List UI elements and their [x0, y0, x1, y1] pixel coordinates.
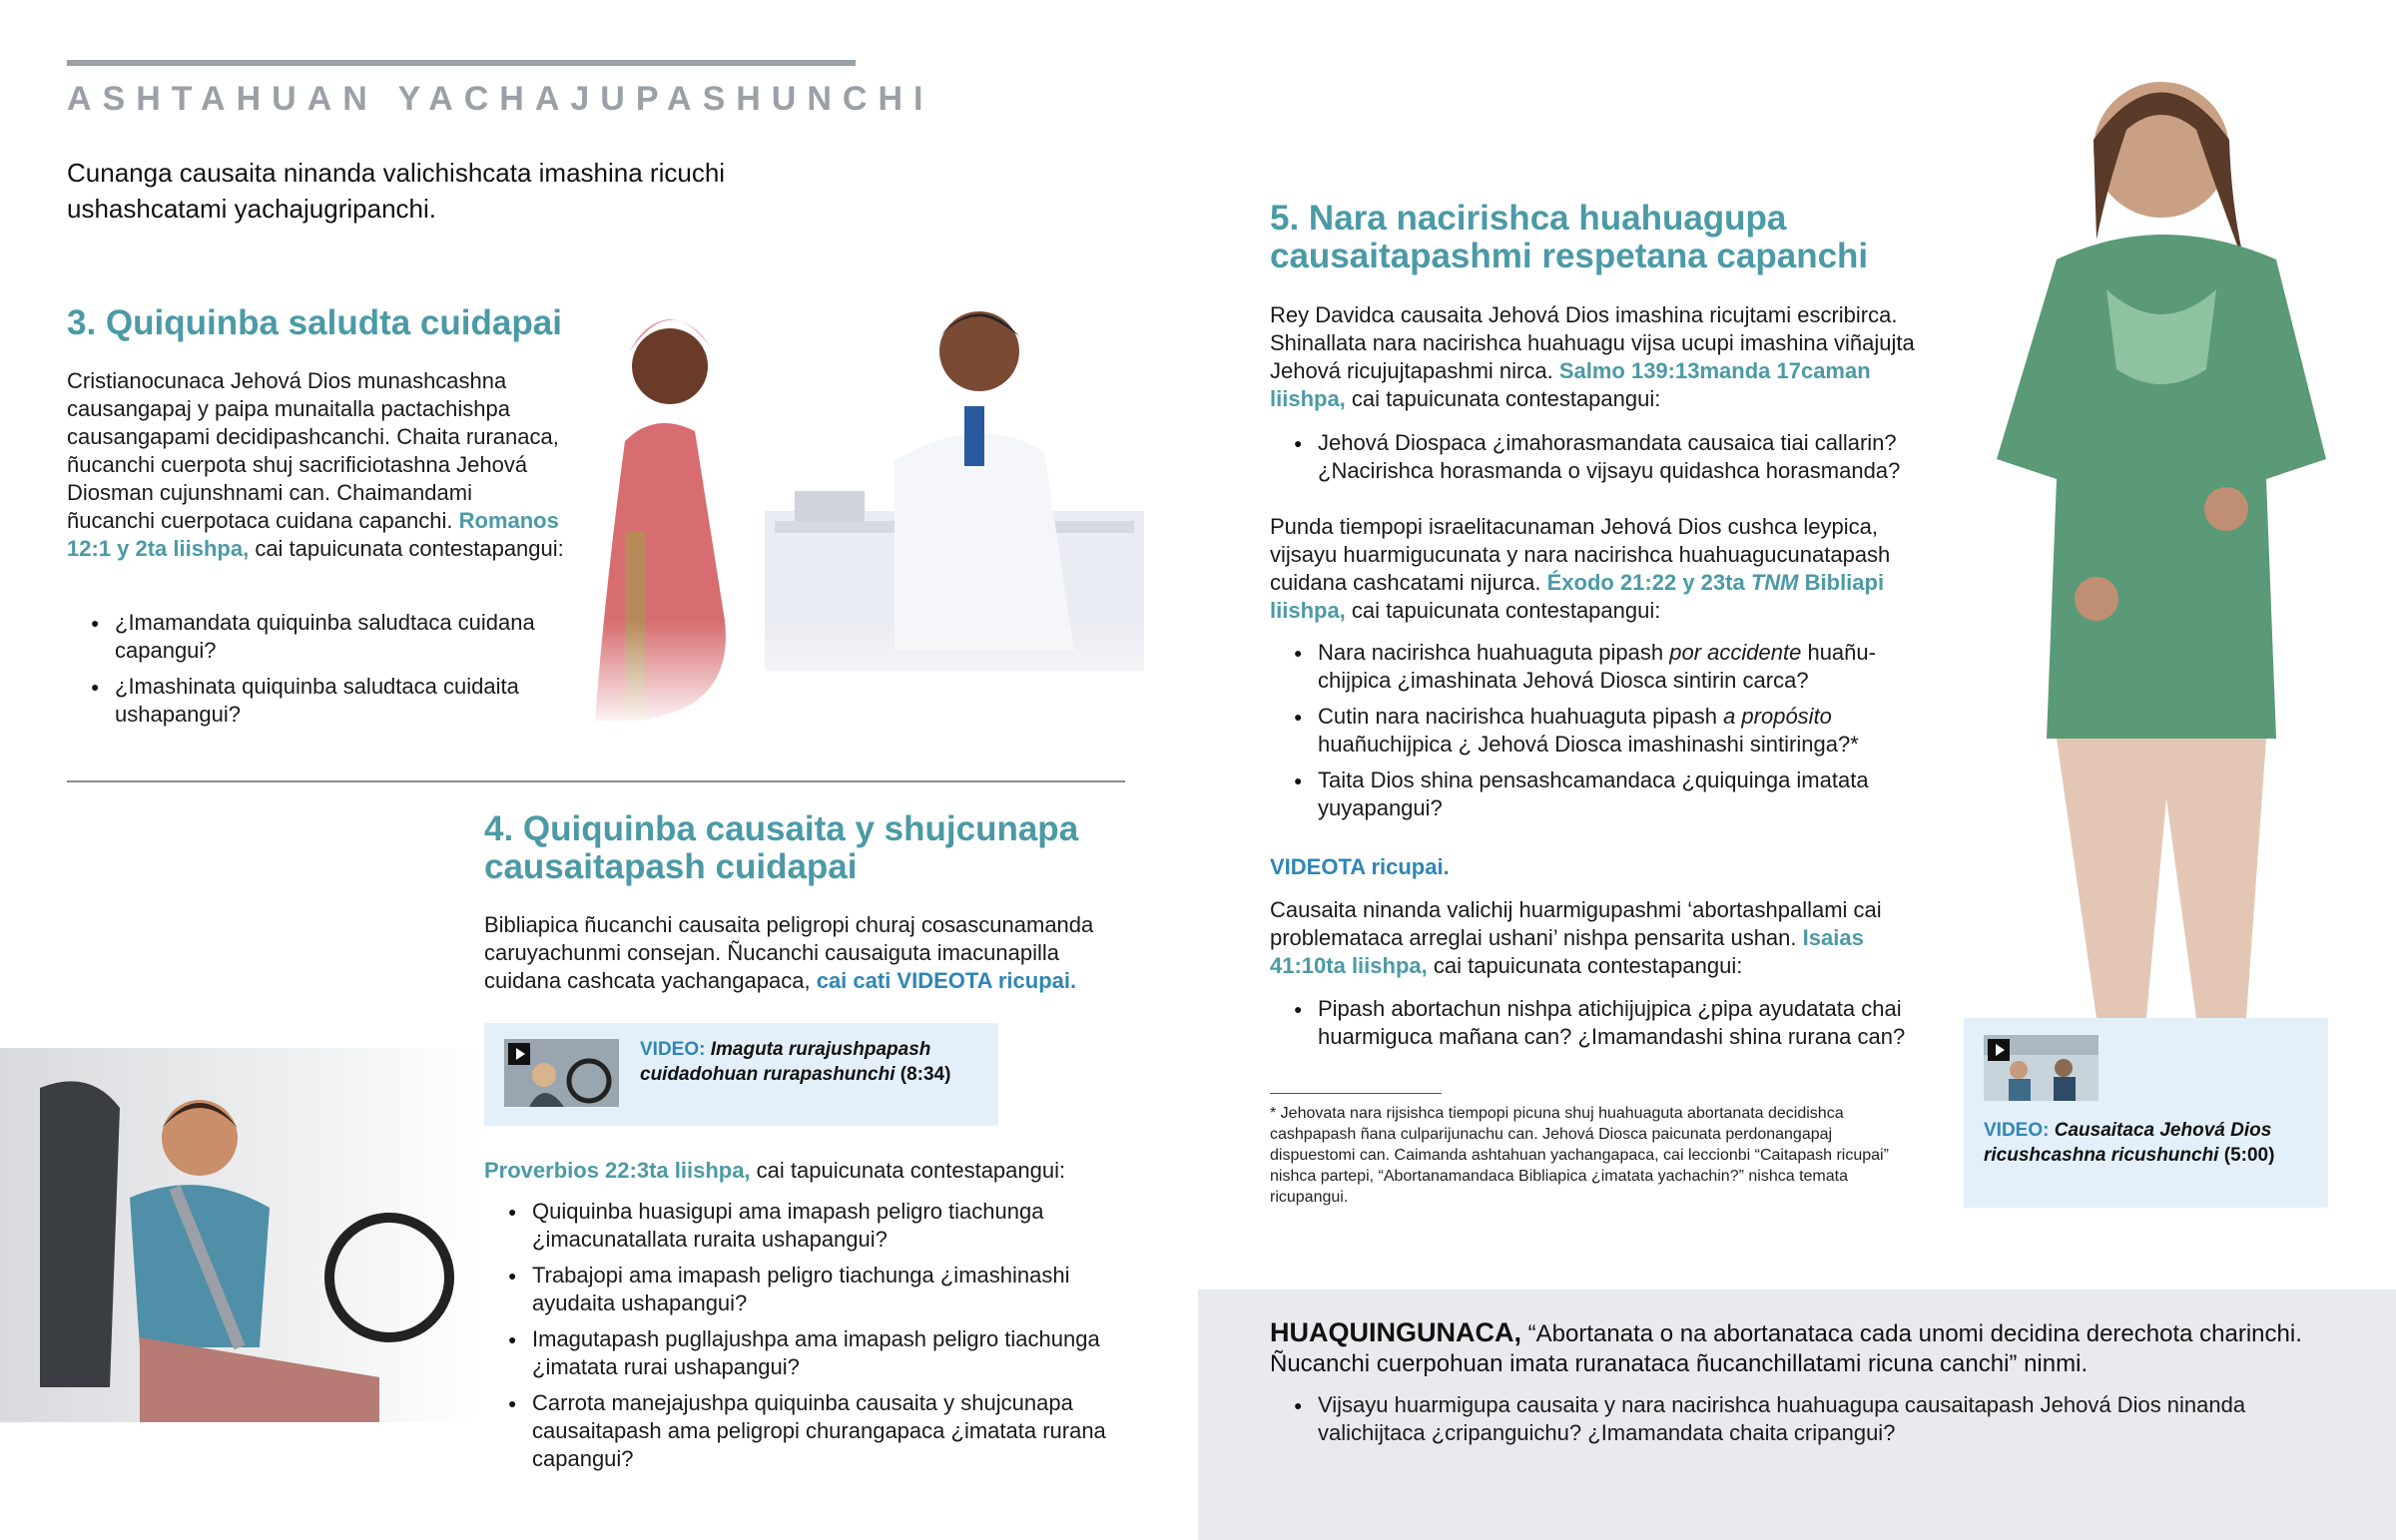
- video-thumbnail[interactable]: [1984, 1035, 2098, 1101]
- question-item: ● Carrota manejajushpa quiquinba causaita y shujcunapa causaitapash ama peligropi churangapaca ¿imatata rurana capangui?: [484, 1389, 1123, 1473]
- question-item: ● Jehová Diospaca ¿imahorasmandata causaica tiai callarin? ¿Nacirishca horasmanda o vijsayu quidashca horasmanda?: [1270, 429, 1929, 485]
- huaquinguna-box: [1198, 1289, 2396, 1540]
- section-5-p3-text: Causaita ninanda valichij huarmigupashmi ‘abortashpallami cai problemataca arreglai ushani’ nishpa pensarita ushan.: [1270, 897, 1882, 950]
- footnote-rule: [1270, 1093, 1442, 1094]
- section-4-title: 4. Quiquinba causaita y shujcunapa causaitapash cuidapai: [484, 809, 1079, 886]
- play-icon[interactable]: [508, 1043, 530, 1065]
- section-5-questions-2: [1270, 639, 1929, 830]
- section-4-body: [484, 911, 1133, 995]
- section-3-text: Cristianocunaca Jehová Dios munashcashna causangapaj y paipa munaitalla pactachishpa causangapami decidipashcanchi. Chaita ruranaca, ñucanchi cuerpota shuj sacrificiotashna Jehová Diosman cujunshnami can. Chaimandami ñucanchi cuerpotaca cuidana capanchi.: [67, 368, 559, 533]
- section-kicker: ASHTAHUAN YACHAJUPASHUNCHI: [67, 80, 934, 118]
- video-heading: [1270, 853, 1669, 881]
- ref-part: Bibliapi liishpa,: [1270, 570, 1885, 623]
- video-caption: [640, 1037, 979, 1087]
- video-link[interactable]: cai cati VIDEOTA ricupai.: [816, 968, 1077, 993]
- question-text: Nara nacirishca huahuaguta pipash: [1318, 640, 1670, 665]
- video-duration: (8:34): [899, 1064, 951, 1085]
- section-5-p1: [1270, 301, 1929, 413]
- section-4-scripture-link[interactable]: Proverbios 22:3ta liishpa,: [484, 1158, 751, 1183]
- section-5-p2-tail: cai tapuicunata contestapangui:: [1345, 598, 1661, 623]
- section-5-title: 5. Nara nacirishca huahuagupa causaitapashmi respetana capanchi: [1270, 199, 1869, 275]
- video-label: VIDEO:: [1984, 1120, 2050, 1141]
- question-item: ● Imagutapash pugllajushpa ama imapash peligro tiachunga ¿imatata rurai ushapangui?: [484, 1325, 1123, 1381]
- section-5-p2: [1270, 513, 1939, 625]
- pregnant-woman-illustration: [1947, 40, 2366, 1018]
- question-item: ● Trabajopi ama imapash peligro tiachunga ¿imashinashi ayudaita ushapangui?: [484, 1262, 1123, 1317]
- section-4-ref-line: [484, 1157, 1133, 1185]
- section-5-questions-3: [1270, 995, 1909, 1059]
- question-item: [1270, 703, 1929, 759]
- section-3-questions: [67, 609, 536, 737]
- question-text: Taita Dios shina pensashcamandaca ¿quiquinga imatata yuyapangui?: [1318, 768, 1869, 820]
- section-5-p1-scripture-link[interactable]: Salmo 139:13manda 17caman liishpa,: [1270, 358, 1871, 411]
- video-heading-text[interactable]: VIDEOTA ricupai.: [1270, 854, 1450, 879]
- ref-part: Éxodo 21:22 y 23ta: [1546, 570, 1745, 595]
- huaquinguna-label: HUAQUINGUNACA,: [1270, 1317, 1521, 1347]
- question-text: huañuchijpica ¿ Jehová Diosca imashinashi sintiringa?*: [1318, 732, 1859, 757]
- video-card-driving[interactable]: [484, 1023, 998, 1126]
- video-card-respect-life[interactable]: [1964, 1018, 2328, 1208]
- section-divider: [67, 780, 1125, 782]
- section-5-p1-text: Rey Davidca causaita Jehová Dios imashina ricujtami escribirca. Shinallata nara nacirishca huahuagu vijsa ucupi imashina viñajujta Jehová ricujujtapashmi nirca.: [1270, 302, 1915, 383]
- section-4-text: Bibliapica ñucanchi causaita peligropi churaj cosascunamanda caruyachunmi consejan. Ñucanchi causaiguta imacunapilla cuidana cashcata yachangapaca,: [484, 912, 1094, 993]
- section-4-ref-tail: cai tapuicunata contestapangui:: [750, 1158, 1066, 1183]
- top-rule: [67, 60, 856, 66]
- section-5-p3-scripture-link[interactable]: Isaias 41:10ta liishpa,: [1270, 925, 1864, 978]
- question-text: Cutin nara nacirishca huahuaguta pipash: [1318, 704, 1724, 729]
- section-5-p3: [1270, 896, 1909, 980]
- seatbelt-illustration: [0, 1048, 479, 1422]
- huaquinguna-quote: “Abortanata o na abortanataca cada unomi decidina derechota charinchi. Ñucanchi cuerpohuan imata ruranataca ñucanchillatami ricuna canchi” ninmi.: [1270, 1320, 2302, 1377]
- video-caption: [1984, 1118, 2313, 1168]
- section-3-body: [67, 367, 566, 563]
- section-4-questions: [484, 1198, 1123, 1481]
- section-5-questions-1: [1270, 429, 1929, 493]
- section-5-p3-tail: cai tapuicunata contestapangui:: [1427, 953, 1743, 978]
- doctor-visit-illustration: [595, 291, 1154, 731]
- question-item: ● Vijsayu huarmigupa causaita y nara nacirishca huahuagupa causaitapash Jehová Dios ninanda valichijtaca ¿cripanguichu? ¿Imamandata chaita cripangui?: [1270, 1391, 2348, 1447]
- question-text: huañuchijpica ¿imashinata Jehová Diosca sintirin carca?: [1318, 640, 1876, 693]
- section-3-ref-tail: cai tapuicunata contestapangui:: [249, 536, 564, 561]
- question-item: [1270, 639, 1929, 695]
- huaquinguna-statement: [1270, 1317, 2348, 1379]
- video-duration: (5:00): [2223, 1145, 2275, 1166]
- question-item: ● ¿Imashinata quiquinba saludtaca cuidaita ushapangui?: [67, 673, 536, 729]
- question-item: ● Pipash abortachun nishpa atichijujpica ¿pipa ayudatata chai huarmiguca mañana can? ¿Imamandashi shina rurana can?: [1270, 995, 1909, 1051]
- section-5-p2-text: Punda tiempopi israelitacunaman Jehová Dios cushca leypica, vijsayu huarmigucunata y nara nacirishca huahuagucunatapash cuidana cashcatami nijurca.: [1270, 514, 1891, 595]
- ref-version: TNM: [1750, 570, 1799, 595]
- video-thumbnail[interactable]: [504, 1039, 619, 1107]
- question-emphasis: por accidente: [1669, 640, 1802, 665]
- video-title: Causaitaca Jehová Dios ricushcashna ricushunchi: [1984, 1120, 2272, 1166]
- footnote: * Jehovata nara rijsishca tiempopi picuna shuj huahuaguta abortanata decidishca cashpapash ñana culparijunachu can. Jehová Diosca paicunata perdonangapaj dispuestomi can. Caimanda ashtahuan yachangapaca, cai leccionbi “Caitapash ricupai” nishca partepi, “Abortanamandaca Bibliapica ¿imatata yachachin?” nishca temata ricupangui.: [1270, 1105, 1889, 1206]
- question-item: ● Quiquinba huasigupi ama imapash peligro tiachunga ¿imacunatallata ruraita ushapangui?: [484, 1198, 1123, 1254]
- intro-text: Cunanga causaita ninanda valichishcata imashina ricuchi ushashcatami yachajugripanchi.: [67, 158, 726, 224]
- section-3-scripture-link[interactable]: Romanos 12:1 y 2ta liishpa,: [67, 508, 559, 561]
- question-item: [1270, 767, 1929, 822]
- question-emphasis: a propósito: [1723, 704, 1832, 729]
- section-5-p1-tail: cai tapuicunata contestapangui:: [1345, 386, 1661, 411]
- video-label: VIDEO:: [640, 1039, 706, 1060]
- play-icon[interactable]: [1988, 1039, 2010, 1061]
- question-item: ● ¿Imamandata quiquinba saludtaca cuidana capangui?: [67, 609, 536, 665]
- section-3-title: 3. Quiquinba saludta cuidapai: [67, 303, 562, 342]
- video-title: Imaguta rurajushpapash cuidadohuan rurapashunchi: [640, 1039, 931, 1085]
- huaquinguna-questions: [1270, 1391, 2348, 1455]
